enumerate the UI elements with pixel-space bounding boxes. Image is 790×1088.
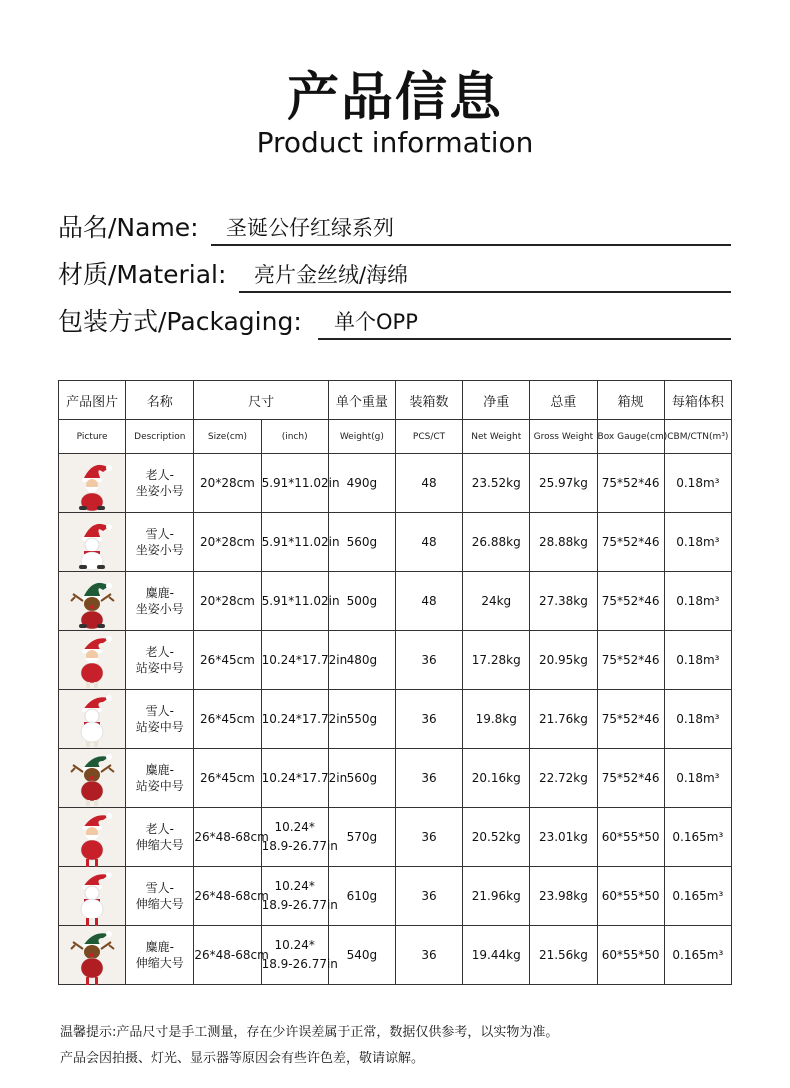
header-weight: 单个重量 <box>328 381 395 420</box>
header-picture: 产品图片 <box>59 381 126 420</box>
cell-pcs: 48 <box>395 572 462 631</box>
header-gross-weight: 总重 <box>530 381 597 420</box>
cell-description <box>126 749 194 808</box>
info-material-value: 亮片金丝绒/海绵 <box>254 263 409 287</box>
product-spec-table <box>58 380 732 985</box>
subheader-size-inch: (inch) <box>261 420 328 454</box>
cell-gross-weight: 28.88kg <box>530 513 597 572</box>
cell-description-line2: 站姿中号 <box>135 661 184 675</box>
cell-size-inch <box>261 867 338 926</box>
cell-picture <box>59 572 126 631</box>
cell-description-line2: 伸缩大号 <box>135 897 184 911</box>
info-packaging-value: 单个OPP <box>334 310 418 334</box>
cell-size-inch-line1: 10.24* <box>274 820 315 834</box>
santa-seated-figure-image <box>59 454 125 512</box>
table-row <box>59 631 732 690</box>
cell-box-gauge: 75*52*46 <box>597 572 664 631</box>
cell-gross-weight: 23.98kg <box>530 867 597 926</box>
cell-size-inch <box>261 808 338 867</box>
reindeer-standing-figure-image <box>59 749 125 807</box>
cell-box-gauge: 60*55*50 <box>597 926 664 985</box>
cell-cbm: 0.165m³ <box>664 808 731 867</box>
cell-gross-weight: 25.97kg <box>530 454 597 513</box>
cell-picture <box>59 808 126 867</box>
cell-size-inch: 5.91*11.02in <box>261 454 328 513</box>
cell-picture <box>59 631 126 690</box>
page-title: 产品信息 <box>286 68 503 128</box>
cell-size-inch-line2: 18.9-26.77in <box>261 839 338 853</box>
cell-description <box>126 867 194 926</box>
cell-gross-weight: 22.72kg <box>530 749 597 808</box>
cell-gross-weight: 20.95kg <box>530 631 597 690</box>
cell-net-weight: 19.44kg <box>463 926 530 985</box>
cell-description-line2: 伸缩大号 <box>135 838 184 852</box>
info-packaging-row <box>58 300 731 340</box>
cell-size-cm: 26*48-68cm <box>194 867 261 926</box>
table-row <box>59 513 732 572</box>
subheader-picture: Picture <box>59 420 126 454</box>
cell-net-weight: 19.8kg <box>463 690 530 749</box>
info-name-underline <box>211 244 731 246</box>
snowman-seated-figure-image <box>59 513 125 571</box>
table-header-cn <box>59 381 732 420</box>
cell-description-line1: 雪人- <box>145 881 174 895</box>
cell-box-gauge: 60*55*50 <box>597 808 664 867</box>
cell-description-line2: 站姿中号 <box>135 779 184 793</box>
cell-description-line2: 伸缩大号 <box>135 956 184 970</box>
cell-pcs: 36 <box>395 749 462 808</box>
cell-description <box>126 454 194 513</box>
cell-net-weight: 23.52kg <box>463 454 530 513</box>
cell-size-cm: 20*28cm <box>194 513 261 572</box>
cell-net-weight: 20.16kg <box>463 749 530 808</box>
cell-pcs: 36 <box>395 631 462 690</box>
subheader-weight: Weight(g) <box>328 420 395 454</box>
cell-gross-weight: 21.56kg <box>530 926 597 985</box>
header-box-gauge: 箱规 <box>597 381 664 420</box>
cell-description-line1: 麋鹿- <box>145 940 174 954</box>
cell-pcs: 36 <box>395 867 462 926</box>
cell-size-cm: 26*45cm <box>194 690 261 749</box>
info-name-label: 品名/Name: <box>58 213 199 242</box>
cell-description <box>126 808 194 867</box>
cell-pcs: 48 <box>395 454 462 513</box>
note-measurement: 温馨提示:产品尺寸是手工测量，存在少许误差属于正常，数据仅供参考，以实物为准。 <box>60 1025 559 1040</box>
cell-size-cm: 26*48-68cm <box>194 808 261 867</box>
cell-box-gauge: 60*55*50 <box>597 867 664 926</box>
cell-pcs: 36 <box>395 808 462 867</box>
reindeer-telescopic-figure-image <box>59 926 125 984</box>
cell-size-inch-line1: 10.24* <box>274 938 315 952</box>
cell-pcs: 48 <box>395 513 462 572</box>
header-net-weight: 净重 <box>463 381 530 420</box>
cell-weight: 550g <box>328 690 395 749</box>
cell-size-cm: 26*45cm <box>194 749 261 808</box>
cell-cbm: 0.18m³ <box>664 572 731 631</box>
cell-cbm: 0.165m³ <box>664 867 731 926</box>
santa-standing-figure-image <box>59 631 125 689</box>
cell-description-line1: 麋鹿- <box>145 763 174 777</box>
header-size: 尺寸 <box>194 381 328 420</box>
table-row <box>59 572 732 631</box>
cell-box-gauge: 75*52*46 <box>597 454 664 513</box>
reindeer-seated-figure-image <box>59 572 125 630</box>
table-row <box>59 867 732 926</box>
cell-net-weight: 20.52kg <box>463 808 530 867</box>
cell-description-line1: 麋鹿- <box>145 586 174 600</box>
snowman-telescopic-figure-image <box>59 867 125 925</box>
cell-gross-weight: 27.38kg <box>530 572 597 631</box>
cell-box-gauge: 75*52*46 <box>597 513 664 572</box>
cell-size-cm: 20*28cm <box>194 572 261 631</box>
cell-cbm: 0.165m³ <box>664 926 731 985</box>
info-packaging-underline <box>318 338 731 340</box>
note-color: 产品会因拍摄、灯光、显示器等原因会有些许色差，敬请谅解。 <box>60 1051 425 1066</box>
cell-picture <box>59 926 126 985</box>
page-subtitle: Product information <box>256 126 534 159</box>
cell-description-line2: 坐姿小号 <box>135 543 184 557</box>
cell-description-line1: 老人- <box>145 645 174 659</box>
cell-weight: 610g <box>328 867 395 926</box>
cell-size-inch: 5.91*11.02in <box>261 572 328 631</box>
cell-weight: 490g <box>328 454 395 513</box>
subheader-box-gauge: Box Gauge(cm) <box>597 420 664 454</box>
cell-weight: 560g <box>328 513 395 572</box>
header-description: 名称 <box>126 381 194 420</box>
cell-picture <box>59 454 126 513</box>
subheader-pcs: PCS/CT <box>395 420 462 454</box>
table-row <box>59 690 732 749</box>
subheader-size-cm: Size(cm) <box>194 420 261 454</box>
cell-size-inch-line2: 18.9-26.77in <box>261 957 338 971</box>
snowman-standing-figure-image <box>59 690 125 748</box>
table-row <box>59 808 732 867</box>
cell-pcs: 36 <box>395 690 462 749</box>
cell-description-line1: 雪人- <box>145 704 174 718</box>
cell-size-inch: 10.24*17.72in <box>261 749 328 808</box>
cell-net-weight: 26.88kg <box>463 513 530 572</box>
cell-size-inch: 10.24*17.72in <box>261 690 328 749</box>
cell-picture <box>59 867 126 926</box>
cell-net-weight: 21.96kg <box>463 867 530 926</box>
cell-cbm: 0.18m³ <box>664 690 731 749</box>
cell-picture <box>59 513 126 572</box>
cell-description-line2: 坐姿小号 <box>135 484 184 498</box>
cell-description-line1: 雪人- <box>145 527 174 541</box>
cell-box-gauge: 75*52*46 <box>597 749 664 808</box>
cell-size-cm: 26*45cm <box>194 631 261 690</box>
info-material-label: 材质/Material: <box>58 260 227 289</box>
cell-weight: 570g <box>328 808 395 867</box>
cell-description <box>126 926 194 985</box>
info-name-row <box>58 206 731 246</box>
table-row <box>59 749 732 808</box>
cell-size-inch: 10.24*17.72in <box>261 631 328 690</box>
cell-size-inch-line2: 18.9-26.77in <box>261 898 338 912</box>
cell-description-line1: 老人- <box>145 468 174 482</box>
table-body <box>59 454 732 985</box>
cell-gross-weight: 21.76kg <box>530 690 597 749</box>
cell-weight: 560g <box>328 749 395 808</box>
cell-description <box>126 572 194 631</box>
cell-cbm: 0.18m³ <box>664 513 731 572</box>
cell-description <box>126 631 194 690</box>
notes <box>60 1020 558 1072</box>
cell-gross-weight: 23.01kg <box>530 808 597 867</box>
cell-description <box>126 513 194 572</box>
cell-size-cm: 20*28cm <box>194 454 261 513</box>
cell-weight: 540g <box>328 926 395 985</box>
cell-description-line1: 老人- <box>145 822 174 836</box>
cell-picture <box>59 690 126 749</box>
info-material-row <box>58 253 731 293</box>
header-pcs: 装箱数 <box>395 381 462 420</box>
subheader-cbm: CBM/CTN(m³) <box>664 420 731 454</box>
santa-telescopic-figure-image <box>59 808 125 866</box>
cell-picture <box>59 749 126 808</box>
cell-size-inch <box>261 926 338 985</box>
cell-description-line2: 坐姿小号 <box>135 602 184 616</box>
info-name-value: 圣诞公仔红绿系列 <box>226 216 394 240</box>
table-row <box>59 926 732 985</box>
info-material-underline <box>239 291 731 293</box>
header-cbm: 每箱体积 <box>664 381 731 420</box>
cell-description-line2: 站姿中号 <box>135 720 184 734</box>
cell-size-inch: 5.91*11.02in <box>261 513 328 572</box>
subheader-gross-weight: Gross Weight <box>530 420 597 454</box>
info-packaging-label: 包装方式/Packaging: <box>58 307 302 336</box>
cell-weight: 480g <box>328 631 395 690</box>
cell-weight: 500g <box>328 572 395 631</box>
cell-description <box>126 690 194 749</box>
cell-net-weight: 24kg <box>463 572 530 631</box>
table-row <box>59 454 732 513</box>
cell-net-weight: 17.28kg <box>463 631 530 690</box>
subheader-description: Description <box>126 420 194 454</box>
cell-box-gauge: 75*52*46 <box>597 631 664 690</box>
cell-cbm: 0.18m³ <box>664 454 731 513</box>
cell-size-inch-line1: 10.24* <box>274 879 315 893</box>
cell-box-gauge: 75*52*46 <box>597 690 664 749</box>
cell-pcs: 36 <box>395 926 462 985</box>
cell-size-cm: 26*48-68cm <box>194 926 261 985</box>
subheader-net-weight: Net Weight <box>463 420 530 454</box>
table-header-en <box>59 420 732 454</box>
cell-cbm: 0.18m³ <box>664 631 731 690</box>
cell-cbm: 0.18m³ <box>664 749 731 808</box>
